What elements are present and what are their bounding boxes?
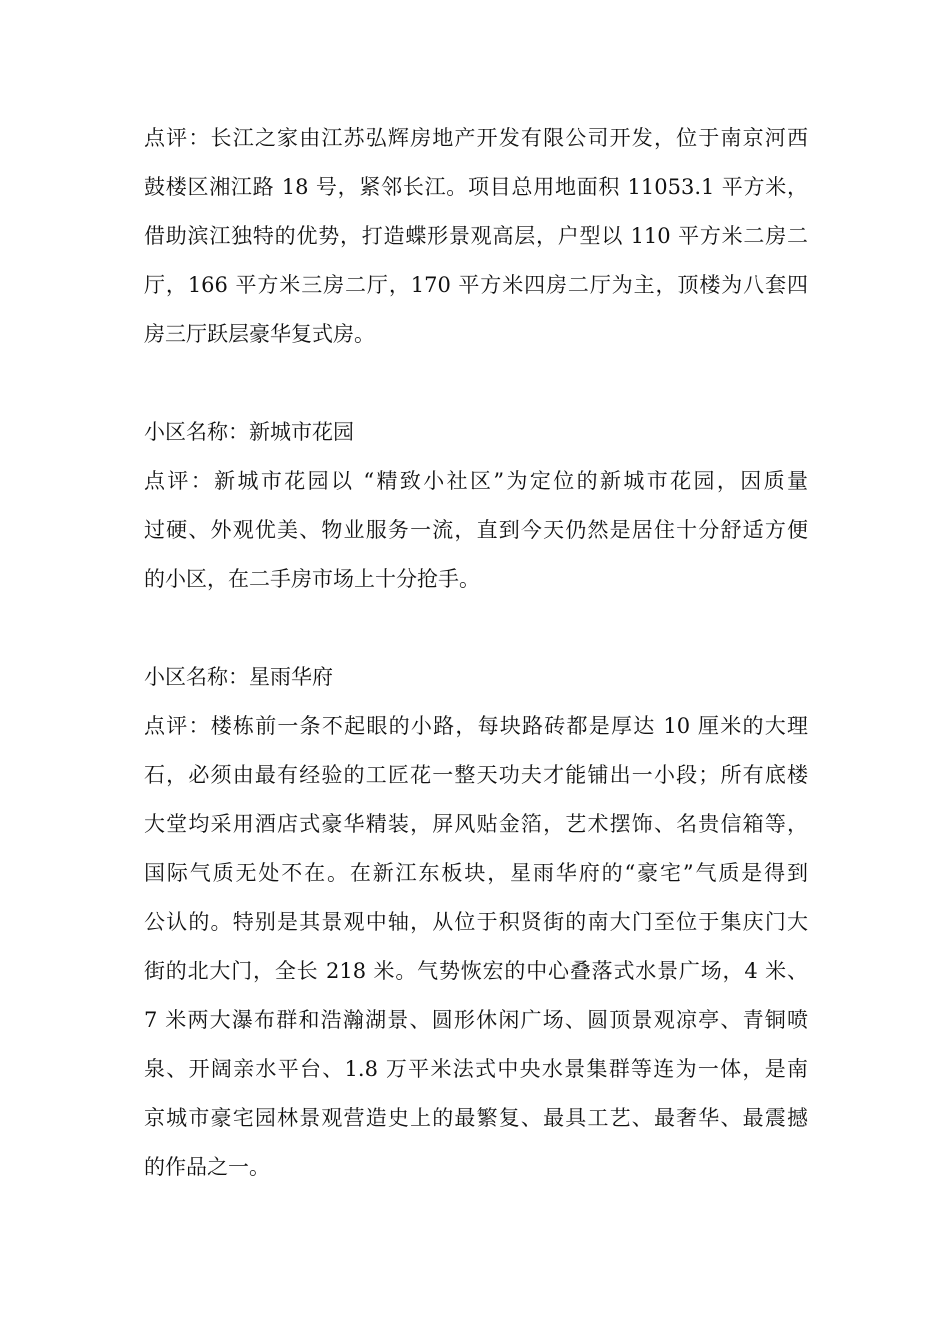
review-line: 公认的。特别是其景观中轴，从位于积贤街的南大门至位于集庆门大 <box>144 910 808 934</box>
review-line: 点评：长江之家由江苏弘辉房地产开发有限公司开发，位于南京河西 <box>144 126 808 150</box>
review-line: 房三厅跃层豪华复式房。 <box>144 322 375 346</box>
review-line: 的作品之一。 <box>144 1155 270 1179</box>
review-line: 国际气质无处不在。在新江东板块，星雨华府的“豪宅”气质是得到 <box>144 861 808 885</box>
review-line: 点评：新城市花园以 “精致小社区”为定位的新城市花园，因质量 <box>144 469 808 493</box>
community-title: 小区名称：星雨华府 <box>144 665 333 689</box>
review-changjiang <box>144 114 808 359</box>
review-line: 鼓楼区湘江路 18 号，紧邻长江。项目总用地面积 11053.1 平方米， <box>144 175 808 199</box>
review-line: 街的北大门，全长 218 米。气势恢宏的中心叠落式水景广场，4 米、 <box>144 959 808 983</box>
community-xinchengshi <box>144 408 808 604</box>
community-title: 小区名称：新城市花园 <box>144 420 354 444</box>
review-line: 点评：楼栋前一条不起眼的小路，每块路砖都是厚达 10 厘米的大理 <box>144 714 808 738</box>
review-line: 大堂均采用酒店式豪华精装，屏风贴金箔，艺术摆饰、名贵信箱等， <box>144 812 808 836</box>
review-line: 7 米两大瀑布群和浩瀚湖景、圆形休闲广场、圆顶景观凉亭、青铜喷 <box>144 1008 808 1032</box>
review-line: 过硬、外观优美、物业服务一流，直到今天仍然是居住十分舒适方便 <box>144 518 808 542</box>
review-line: 泉、开阔亲水平台、1.8 万平米法式中央水景集群等连为一体，是南 <box>144 1057 808 1081</box>
community-xingyu <box>144 653 808 1192</box>
review-line: 借助滨江独特的优势，打造蝶形景观高层，户型以 110 平方米二房二 <box>144 224 808 248</box>
review-line: 的小区，在二手房市场上十分抢手。 <box>144 567 480 591</box>
document-body <box>144 114 808 1192</box>
review-line: 厅，166 平方米三房二厅，170 平方米四房二厅为主，顶楼为八套四 <box>144 273 808 297</box>
review-line: 京城市豪宅园林景观营造史上的最繁复、最具工艺、最奢华、最震撼 <box>144 1106 808 1130</box>
paragraph-gap <box>144 604 808 653</box>
paragraph-gap <box>144 359 808 408</box>
review-line: 石，必须由最有经验的工匠花一整天功夫才能铺出一小段；所有底楼 <box>144 763 808 787</box>
